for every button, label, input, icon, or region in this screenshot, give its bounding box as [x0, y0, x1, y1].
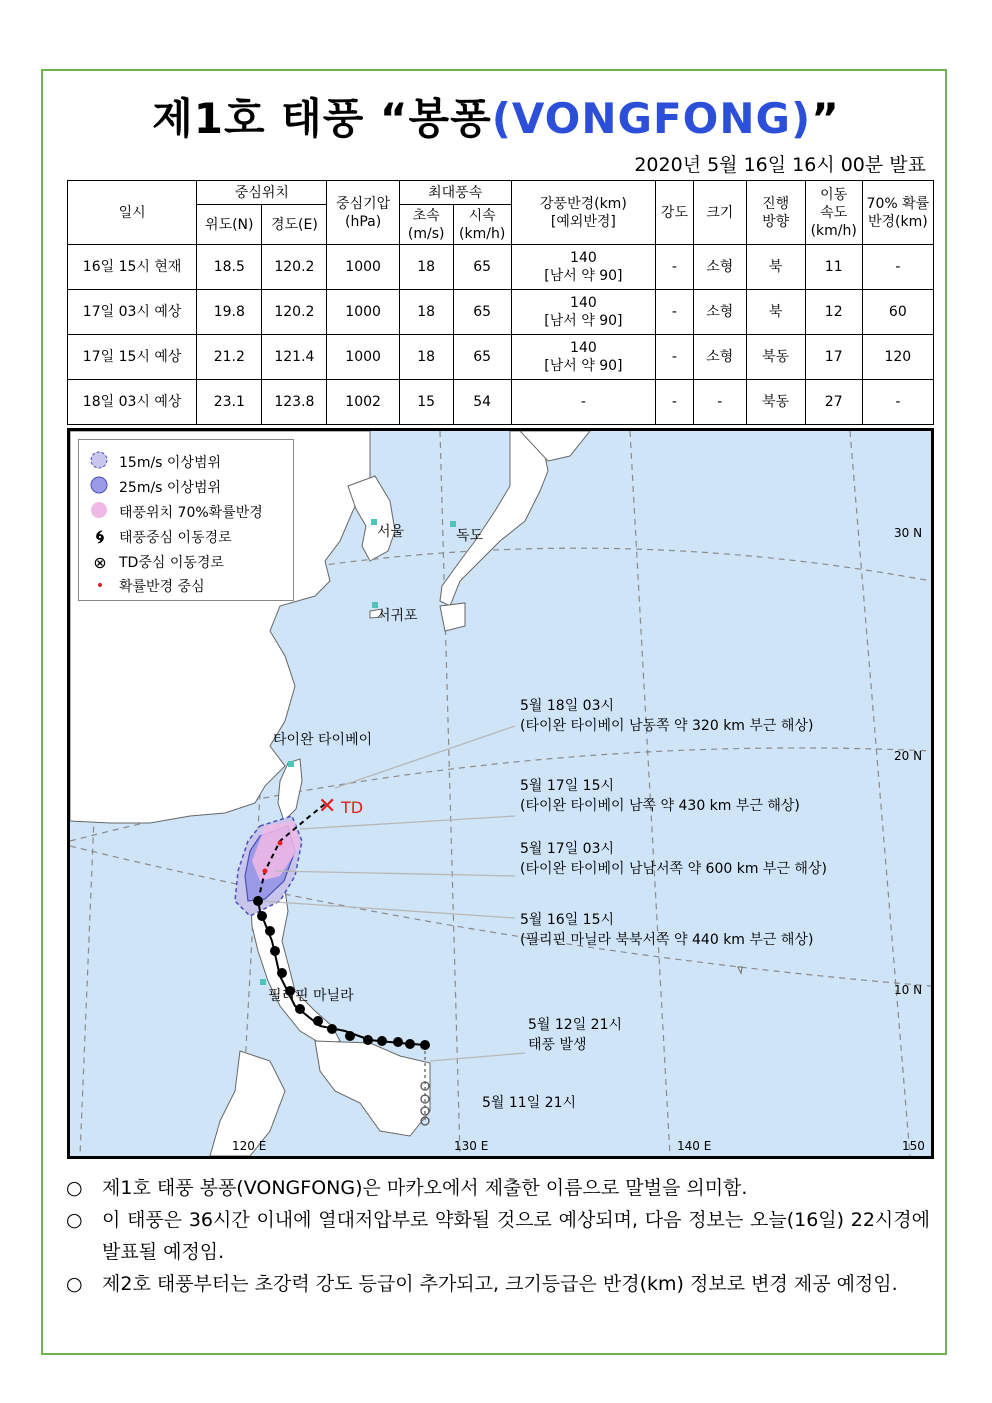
- legend-15ms-swatch: [89, 451, 111, 473]
- notes-section: [66, 1172, 930, 1300]
- cell-time: 17일 15시 예상: [68, 335, 197, 380]
- cell-lon: 121.4: [262, 335, 327, 380]
- table-row: [68, 380, 934, 425]
- header-prob-radius: 70% 확률 반경(km): [862, 181, 933, 245]
- cell-intensity: -: [656, 245, 694, 290]
- cell-lat: 19.8: [197, 290, 262, 335]
- lon-label-140: 140 E: [677, 1139, 712, 1153]
- cell-lon: 120.2: [262, 290, 327, 335]
- annotation-16d15h: 5월 16일 15시 (필리핀 마닐라 북북서쪽 약 440 km 부근 해상): [520, 912, 814, 948]
- korean-peninsula: [348, 476, 395, 561]
- cell-kmh: 65: [453, 245, 511, 290]
- legend-25ms-swatch: [89, 476, 111, 498]
- title-korean: 제1호 태풍 “봉퐁: [152, 94, 492, 143]
- note-2: ○ 이 태풍은 36시간 이내에 열대저압부로 약화될 것으로 예상되며, 다음 정보는 오늘(16일) 22시경에 발표될 예정임.: [66, 1204, 930, 1268]
- legend-probability: 태풍위치 70%확률반경: [89, 500, 263, 524]
- cell-intensity: -: [656, 335, 694, 380]
- label-seogwipo: 서귀포: [377, 608, 418, 624]
- header-intensity: 강도: [656, 181, 694, 245]
- annotation-18d03h: 5월 18일 03시 (타이완 타이베이 남동쪽 약 320 km 부근 해상): [520, 698, 814, 734]
- cell-prob: -: [862, 245, 933, 290]
- cell-speed: 27: [805, 380, 862, 425]
- cell-ms: 18: [399, 290, 453, 335]
- red-dot-icon: •: [95, 578, 105, 594]
- cell-speed: 17: [805, 335, 862, 380]
- cell-prob: 60: [862, 290, 933, 335]
- table-row: [68, 245, 934, 290]
- cell-intensity: -: [656, 290, 694, 335]
- cell-size: 소형: [693, 290, 746, 335]
- note-bullet: ○: [66, 1177, 83, 1199]
- table-row: [68, 335, 934, 380]
- visayas-mindanao: [315, 1041, 430, 1136]
- header-maxwind: 최대풍속: [399, 181, 511, 205]
- cell-dir: 북동: [746, 380, 805, 425]
- header-datetime: 일시: [68, 181, 197, 245]
- cell-intensity: -: [656, 380, 694, 425]
- lon-label-120: 120 E: [232, 1139, 267, 1153]
- lat-label-10: 10 N: [894, 983, 923, 997]
- lon-label-130: 130 E: [454, 1139, 489, 1153]
- legend-25ms: 25m/s 이상범위: [89, 475, 221, 499]
- cell-radius: 140 [남서 약 90]: [511, 290, 655, 335]
- typhoon-info-table: [67, 180, 934, 425]
- cell-kmh: 65: [453, 335, 511, 380]
- note-bullet: ○: [66, 1209, 83, 1231]
- header-size: 크기: [693, 181, 746, 245]
- cell-dir: 북동: [746, 335, 805, 380]
- cell-radius: 140 [남서 약 90]: [511, 335, 655, 380]
- lat-label-20: 20 N: [894, 749, 923, 763]
- cell-ms: 18: [399, 335, 453, 380]
- header-radius: 강풍반경(km) [예외반경]: [511, 181, 655, 245]
- cell-ms: 18: [399, 245, 453, 290]
- cell-ms: 15: [399, 380, 453, 425]
- header-ms: 초속 (m/s): [399, 205, 453, 245]
- td-x-mark: ✕: [318, 794, 337, 819]
- cell-size: -: [693, 380, 746, 425]
- cell-speed: 12: [805, 290, 862, 335]
- cell-lat: 18.5: [197, 245, 262, 290]
- japan-honshu: [440, 431, 548, 606]
- legend-track: 🌀︎ 태풍중심 이동경로: [89, 525, 232, 549]
- label-td: TD: [341, 798, 364, 817]
- annotation-12d21h: 5월 12일 21시 태풍 발생: [528, 1017, 623, 1053]
- cell-lat: 21.2: [197, 335, 262, 380]
- cell-size: 소형: [693, 335, 746, 380]
- cell-speed: 11: [805, 245, 862, 290]
- header-lat: 위도(N): [197, 205, 262, 245]
- cell-lon: 120.2: [262, 245, 327, 290]
- cell-dir: 북: [746, 245, 805, 290]
- header-lon: 경도(E): [262, 205, 327, 245]
- cell-radius: -: [511, 380, 655, 425]
- cell-kmh: 54: [453, 380, 511, 425]
- header-center: 중심위치: [197, 181, 327, 205]
- cell-pres: 1002: [327, 380, 399, 425]
- legend-probability-swatch: [89, 501, 111, 523]
- annotation-17d15h: 5월 17일 15시 (타이완 타이베이 남쪽 약 430 km 부근 해상): [520, 778, 800, 814]
- note-bullet: ○: [66, 1273, 83, 1295]
- typhoon-symbol-icon: 🌀︎: [95, 526, 105, 548]
- table-row: [68, 290, 934, 335]
- note-1: ○ 제1호 태풍 봉퐁(VONGFONG)은 마카오에서 제출한 이름으로 말벌을 의미함.: [66, 1172, 930, 1204]
- cell-radius: 140 [남서 약 90]: [511, 245, 655, 290]
- label-dokdo: 독도: [456, 528, 484, 544]
- cell-size: 소형: [693, 245, 746, 290]
- lat-label-30: 30 N: [894, 526, 923, 540]
- annotation-11d21h: 5월 11일 21시: [482, 1095, 577, 1111]
- cell-kmh: 65: [453, 290, 511, 335]
- cell-time: 18일 03시 예상: [68, 380, 197, 425]
- map-legend: [78, 439, 294, 601]
- td-symbol-icon: ⊗: [93, 552, 107, 572]
- cell-lat: 23.1: [197, 380, 262, 425]
- note-3: ○ 제2호 태풍부터는 초강력 강도 등급이 추가되고, 크기등급은 반경(km) 정보로 변경 제공 예정임.: [66, 1268, 930, 1300]
- header-pressure: 중심기압 (hPa): [327, 181, 399, 245]
- cell-pres: 1000: [327, 335, 399, 380]
- annotation-17d03h: 5월 17일 03시 (타이완 타이베이 남남서쪽 약 600 km 부근 해상): [520, 841, 827, 877]
- legend-td: ⊗ TD중심 이동경로: [89, 550, 224, 574]
- legend-prob-center: • 확률반경 중심: [89, 574, 205, 598]
- japan-kyushu: [440, 603, 465, 631]
- page-title: [0, 86, 992, 146]
- cell-prob: -: [862, 380, 933, 425]
- header-direction: 진행 방향: [746, 181, 805, 245]
- header-kmh: 시속 (km/h): [453, 205, 511, 245]
- cell-pres: 1000: [327, 290, 399, 335]
- cell-time: 16일 15시 현재: [68, 245, 197, 290]
- label-seoul: 서울: [377, 524, 405, 540]
- lon-label-150: 150: [902, 1139, 925, 1153]
- cell-lon: 123.8: [262, 380, 327, 425]
- cell-pres: 1000: [327, 245, 399, 290]
- title-quote: ”: [811, 94, 840, 143]
- label-taipei: 타이완 타이베이: [273, 732, 373, 748]
- cell-time: 17일 03시 예상: [68, 290, 197, 335]
- legend-15ms: 15m/s 이상범위: [89, 450, 221, 474]
- header-speed: 이동 속도 (km/h): [805, 181, 862, 245]
- typhoon-track-map: [67, 428, 934, 1159]
- issued-datetime: 2020년 5월 16일 16시 00분 발표: [634, 154, 926, 176]
- cell-dir: 북: [746, 290, 805, 335]
- cell-prob: 120: [862, 335, 933, 380]
- islet: [738, 967, 742, 973]
- label-manila: 필리핀 마닐라: [268, 988, 354, 1004]
- title-english: (VONGFONG): [491, 94, 812, 143]
